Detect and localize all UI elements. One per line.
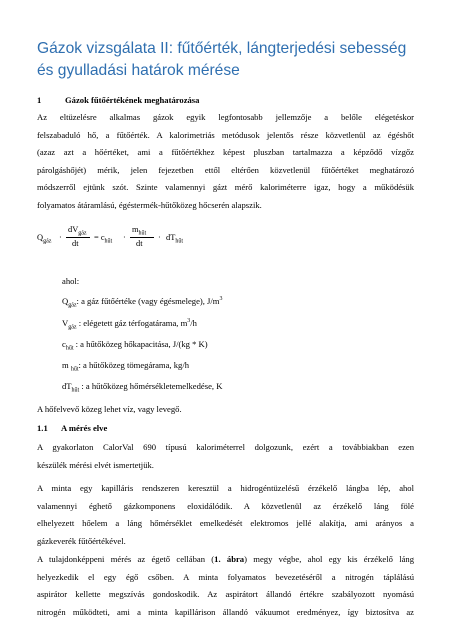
text-line: készülék mérési elvét ismertetjük.: [37, 459, 154, 470]
formula-dv: $dV_{gáz}$: [68, 225, 87, 237]
text-line: módszerről ejtünk szót. Szinte valamennyi gázt mérő kaloriméterre igaz, hogy a működésük: [37, 182, 414, 193]
text-line: Az eltüzelésre alkalmas gázok egyik legfontosabb jellemzője a belőle elégetéskor: [37, 112, 414, 122]
text-line: helyezkedik el egy égő csőben. A minta folyamatos bevezetéséről a nitrogén táplálású: [37, 571, 414, 582]
section-title: Gázok fűtőértékének meghatározása: [65, 95, 200, 105]
paragraph-device: [37, 439, 414, 474]
paragraph-principle: [37, 480, 414, 550]
formula-dot: ·: [59, 233, 62, 242]
section-heading-1-1: [37, 423, 107, 433]
section-title: A mérés elve: [61, 423, 108, 433]
text-line: aspirátor kellette megszívás gondoskodik. Az aspirátort állandó értékre szabályozott nyomású: [37, 589, 414, 600]
text-line: (azaz azt a hőértéket, ami a fűtőértékhez képest pluszban tartalmazza a képződő vízgőz: [37, 147, 414, 158]
definition-q: $Q_{gáz}$: a gáz fűtőértéke (vagy égésmelege), $J/m^3$: [62, 296, 223, 309]
definition-m: m $_{hűt}$: a hűtőközeg tömegárama, kg/h: [62, 360, 190, 373]
text-line: folyamatos átáramlású, égéstermék-hűtőközeg hőcserén alapszik.: [37, 199, 262, 210]
figure-reference: 1. ábra: [214, 554, 245, 564]
formula-dT: $dT_{hűt}$: [166, 233, 183, 245]
section-number: 1: [37, 95, 42, 105]
definition-c: $c_{hűt}$ : a hűtőközeg hőkapacitása, J/(kg * K): [62, 339, 208, 352]
where-label: ahol:: [62, 276, 80, 286]
text-line: felszabaduló hő, a fűtőérték. A kalorimetriás metódusok jelentős része közvetlenül az égéshőt: [37, 129, 414, 140]
paragraph-intro: [37, 109, 414, 215]
formula-m: $m_{hűt}$: [132, 225, 147, 237]
paragraph-measurement: [37, 551, 414, 621]
definition-v: $V_{gáz}$ : elégetett gáz térfogatárama, $m^3/h$: [62, 318, 197, 331]
paragraph-medium: A hőfelvevő közeg lehet víz, vagy levegő.: [37, 404, 182, 414]
text-line: valamennyi éghető gázkomponens eloxidálódik. A közvetlenül az érzékelő láng fölé: [37, 500, 414, 511]
section-number: 1.1: [37, 423, 48, 433]
text-line: elhelyezett hőelem a láng hőmérséklet emelkedését elektromos jellé alakítja, ami arányos a: [37, 518, 414, 529]
text-line: párolgáshőjét) mérik, jelen fejezetben ettől eltérően közvetlenül fűtőértéket meghatározó: [37, 164, 414, 175]
section-heading-1: [37, 95, 199, 105]
text-line: A minta egy kapilláris rendszeren keresztül a hidrogéntüzelésű érzékelő lángba lép, ahol: [37, 483, 414, 493]
text-line: nitrogén működteti, ami a minta kapillárison állandó vákuumot eredményez, így biztosítva az: [37, 606, 414, 617]
definition-dt: $dT_{hűt}$ : a hűtőközeg hőmérsékletemelkedése, K: [62, 381, 223, 394]
fraction-bar: [130, 237, 154, 238]
text-line: gázkeverék fűtőértékével.: [37, 535, 126, 546]
fraction-bar: [66, 237, 90, 238]
formula-q: $Q_{gáz}$: [37, 233, 52, 245]
text-line: A gyakorlaton CalorVal 690 típusú kaloriméterrel dolgozunk, ezért a továbbiakban ezen: [37, 442, 414, 452]
page-title: Gázok vizsgálata II: fűtőérték, lángterjedési sebesség és gyulladási határok mérése: [37, 40, 407, 79]
formula-dot: ·: [158, 233, 161, 242]
formula-dt: dt: [72, 239, 79, 248]
fuel-value-formula: [37, 222, 237, 252]
formula-dt: dt: [136, 239, 143, 248]
formula-equals: = $c_{hűt}$: [94, 233, 113, 245]
formula-dot: ·: [123, 233, 126, 242]
text-line: A tulajdonképpeni mérés az égető cellában (1. ábra) megy végbe, ahol egy kis érzékelő láng: [37, 554, 414, 564]
